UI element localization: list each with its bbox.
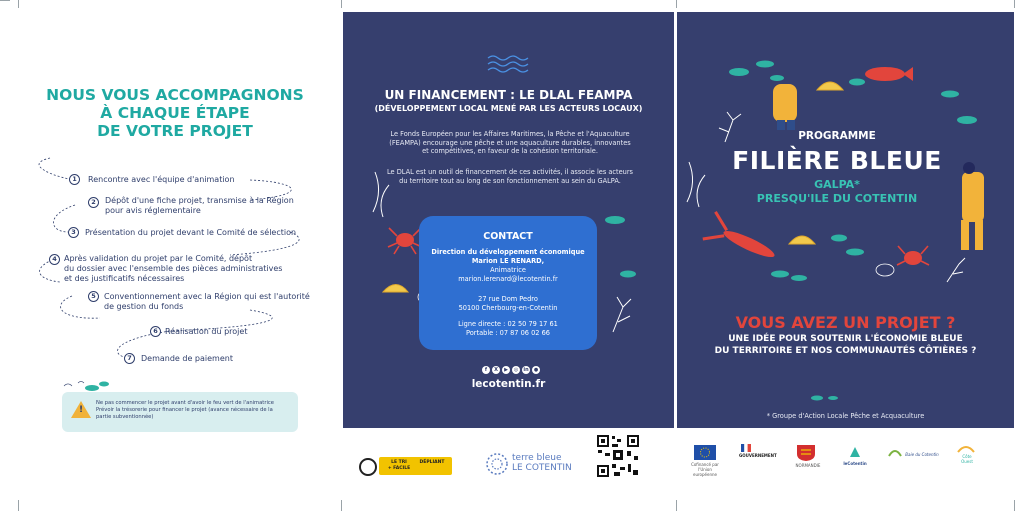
x-icon[interactable]: X [492, 366, 500, 374]
paragraph-line: (FEAMPA) encourage une pêche et une aquaculture durables, innovantes [389, 138, 631, 147]
galpa-label: GALPA* [814, 178, 860, 191]
step-4-line: et des justificatifs nécessaires [64, 274, 185, 283]
warning-text [96, 400, 292, 421]
crop-mark [341, 0, 342, 8]
cotentin-logo-label: leCotentin [843, 461, 867, 466]
step-4-line: du dossier avec l'ensemble des pièces administratives [64, 264, 283, 273]
eu-caption: Cofinancé par l'Union européenne [691, 462, 719, 477]
cotentin-icon [848, 445, 862, 459]
step-number-4: 4 [49, 254, 60, 265]
contact-role: Animatrice [490, 266, 526, 274]
terre-bleue-line: terre bleue [512, 453, 562, 463]
terre-bleue-line: LE COTENTIN [512, 463, 572, 473]
other-social-icon[interactable]: ● [533, 367, 539, 373]
step-number-1: 1 [69, 174, 80, 185]
tri-logo-line: + FACILE [387, 466, 411, 471]
paragraph-line: du territoire tout au long de son fonctionnement au sein du GALPA. [399, 176, 621, 185]
tri-logo-line: LE TRI [391, 460, 407, 465]
contact-address-line: 50100 Cherbourg-en-Cotentin [458, 304, 558, 312]
cote-ouest-line: Ouest [961, 459, 973, 464]
middle-title: UN FINANCEMENT : LE DLAL FEAMPA [384, 88, 633, 102]
step-5-text [104, 292, 314, 312]
warning-icon: ! [71, 401, 91, 418]
right-panel [677, 12, 1014, 428]
terre-bleue-logo [512, 453, 572, 473]
step-1-text: Rencontre avec l'équipe d'animation [88, 175, 235, 184]
idea-line: UNE IDÉE POUR SOUTENIR L'ÉCONOMIE BLEUE [728, 334, 963, 344]
gouvernement-label: GOUVERNEMENT [739, 453, 777, 458]
normandie-label: NORMANDIE [795, 463, 821, 468]
crop-mark [676, 500, 677, 511]
instagram-icon[interactable]: ◎ [513, 367, 519, 373]
step-5-line: de gestion du fonds [104, 302, 184, 311]
middle-subtitle: (DÉVELOPPEMENT LOCAL MENÉ PAR LES ACTEURS LOCAUX) [374, 104, 643, 113]
right-illustrations [677, 12, 1014, 428]
crop-mark [676, 0, 677, 8]
step-2-line: Dépôt d'une fiche projet, transmise à la Région [105, 196, 294, 205]
crop-mark [341, 500, 342, 511]
step-2-text [105, 196, 295, 216]
idea-text [687, 334, 1004, 357]
step-7-text: Demande de paiement [141, 354, 233, 363]
left-panel [0, 0, 340, 511]
middle-panel [343, 12, 674, 428]
crop-mark [1014, 0, 1015, 8]
contact-phone-mobile: Portable : 07 87 06 02 66 [466, 329, 550, 337]
baie-cotentin-label: Baie du Cotentin [905, 452, 939, 457]
contact-heading: CONTACT [483, 231, 533, 242]
contact-address-line: 27 rue Dom Pedro [478, 295, 538, 303]
paragraph-line: Le Fonds Européen pour les Affaires Maritimes, la Pêche et l'Aquaculture [390, 130, 630, 138]
footnote: * Groupe d'Action Locale Pêche et Acquaculture [766, 412, 925, 420]
recycle-icon [358, 457, 378, 477]
step-4-text [64, 254, 284, 284]
paragraph-line: Le DLAL est un outil de financement de ces activités, il associe les acteurs [387, 168, 633, 176]
paragraph-line: et compétitives, en faveur de la cohésion territoriale. [422, 147, 598, 156]
warning-line: Prévoir la trésorerie pour financer le projet (avance nécessaire de la [96, 407, 273, 413]
facebook-icon[interactable]: f [482, 366, 490, 374]
step-number-2: 2 [88, 197, 99, 208]
programme-label: PROGRAMME [798, 130, 876, 142]
step-number-7: 7 [124, 353, 135, 364]
left-title-line: À CHAQUE ÉTAPE [100, 104, 250, 122]
middle-paragraph-2 [365, 168, 655, 185]
idea-line: DU TERRITOIRE ET NOS COMMUNAUTÉS CÔTIÈRES ? [714, 345, 977, 356]
contact-email[interactable]: marion.lerenard@lecotentin.fr [458, 275, 558, 283]
crop-mark [1014, 500, 1015, 511]
depliant-logo [412, 457, 452, 475]
terre-bleue-icon [485, 452, 509, 476]
baie-cotentin-icon [888, 446, 902, 460]
step-number-5: 5 [88, 291, 99, 302]
depliant-label: DÉPLIANT [419, 460, 445, 465]
contact-name: Marion LE RENARD, [471, 257, 545, 265]
cote-ouest-line: Côte [962, 454, 972, 459]
step-5-line: Conventionnement avec la Région qui est l'autorité [104, 292, 310, 301]
cote-ouest-logo [952, 454, 982, 464]
cote-ouest-icon [957, 444, 975, 454]
project-question: VOUS AVEZ UN PROJET ? [735, 313, 956, 332]
normandie-shield-icon [797, 445, 815, 461]
contact-box [419, 216, 597, 350]
left-title-line: DE VOTRE PROJET [97, 122, 253, 140]
contact-phone-direct: Ligne directe : 02 50 79 17 61 [458, 320, 558, 328]
qr-code[interactable] [596, 434, 640, 478]
main-title: FILIÈRE BLEUE [732, 146, 942, 175]
social-icons [482, 366, 540, 374]
step-3-text: Présentation du projet devant le Comité de sélection [85, 228, 297, 237]
left-title-line: NOUS VOUS ACCOMPAGNONS [46, 86, 304, 104]
middle-paragraph-1 [365, 130, 655, 156]
youtube-icon[interactable]: ▶ [502, 366, 510, 374]
website-link[interactable]: lecotentin.fr [471, 378, 546, 390]
step-number-3: 3 [68, 227, 79, 238]
warning-line: partie subventionnée) [96, 414, 154, 420]
eu-flag-icon [694, 445, 716, 460]
contact-direction: Direction du développement économique [431, 248, 585, 256]
warning-box [62, 392, 298, 432]
step-4-line: Après validation du projet par le Comité, dépôt [64, 254, 253, 263]
warning-line: Ne pas commencer le projet avant d'avoir le feu vert de l'animatrice [96, 400, 274, 406]
presquile-label: PRESQU'ILE DU COTENTIN [756, 192, 918, 205]
step-number-6: 6 [150, 326, 161, 337]
marianne-icon [741, 444, 751, 452]
linkedin-icon[interactable]: in [523, 367, 529, 373]
step-2-line: pour avis réglementaire [105, 206, 201, 215]
step-6-text: Réalisation du projet [165, 327, 248, 336]
